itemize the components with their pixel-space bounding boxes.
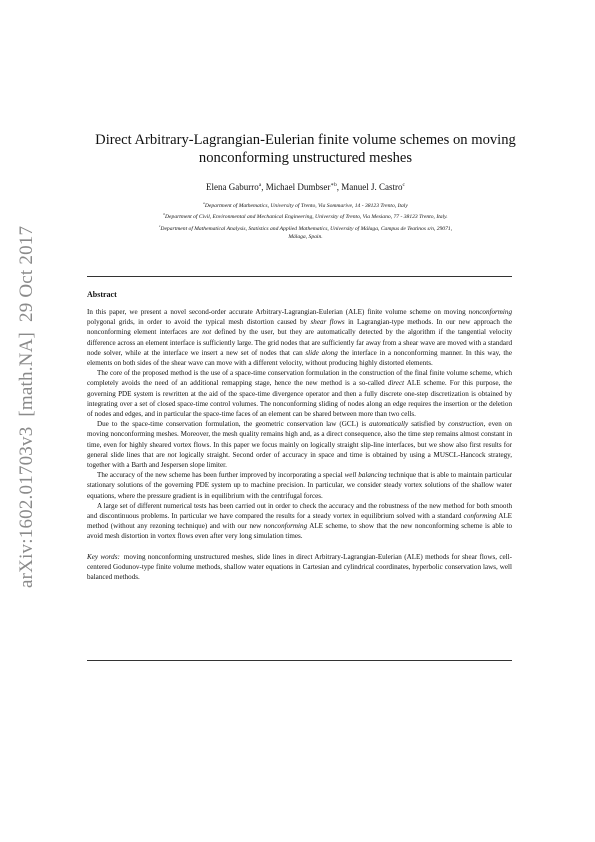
- emphasis-run: well balancing: [344, 471, 387, 480]
- arxiv-id: arXiv:1602.01703v3: [16, 426, 37, 588]
- text-run: the interface in a nonconforming manner. In this way, the elements on both sides of the shear wave can move with a different velocity, without producing highly distorted elements.: [87, 348, 512, 368]
- abstract-paragraph: [87, 368, 512, 419]
- emphasis-run: conforming: [463, 512, 497, 521]
- emphasis-run: nonconforming: [468, 308, 512, 316]
- affiliation-list: [60, 199, 551, 242]
- author-affil-mark: ∗b: [330, 182, 337, 188]
- author-name: Manuel J. Castro: [341, 182, 403, 192]
- abstract-paragraph: [87, 470, 512, 501]
- emphasis-run: not: [167, 450, 177, 459]
- paper-title: [60, 131, 551, 167]
- text-run: , even on moving nonconforming meshes. Moreover, the mesh quality remains high and, as a direct consequence, also the time step remains almost constant in time, even for highly sheared vortex flows. In this paper we focus mainly on logically straight slip-line interfaces, but we show also first results for general slide lines that are: [87, 420, 512, 459]
- text-run: In this paper, we present a novel second-order accurate Arbitrary-Lagrangian-Eulerian (ALE) finite volume scheme on moving: [87, 308, 469, 316]
- affiliation-c-cont: Málaga, Spain.: [288, 234, 323, 241]
- text-run: The accuracy of the new scheme has been further improved by incorporating a special: [97, 471, 345, 480]
- text-run: satisfied by: [408, 420, 449, 429]
- author-name: Elena Gaburro: [206, 182, 259, 192]
- text-run: ALE method (without any rezoning technique) and with our new: [87, 512, 513, 531]
- author-affil-mark: a: [258, 182, 262, 188]
- bottom-divider: [87, 660, 512, 661]
- text-run: A large set of different numerical tests has been carried out in order to check the accuracy and the robustness of the new method for both smooth and discontinuous problems. In particular we have compared the results for a steady vortex in equilibrium solved with a standard: [87, 501, 512, 521]
- text-run: ALE scheme, to show that the new nonconforming scheme is able to avoid mesh distortion in vortex flows even after very long simulation times.: [87, 522, 513, 541]
- abstract-heading: Abstract: [87, 290, 117, 299]
- keywords-text: moving nonconforming unstructured meshes, slide lines in direct Arbitrary-Lagrangian-Eulerian (ALE) methods for shear flows, cell-centered Godunov-type finite volume methods, shallow water equations in Cartesian and cylindrical coordinates, hyperbolic conservation laws, well balanced methods.: [87, 552, 512, 582]
- arxiv-date: 29 Oct 2017: [16, 225, 37, 322]
- text-run: polygonal grids, in order to avoid the typical mesh distortion caused by: [87, 318, 311, 327]
- arxiv-identifier-stamp: [14, 225, 40, 588]
- title-line-2: nonconforming unstructured meshes: [198, 150, 413, 166]
- emphasis-run: shear flows: [310, 318, 345, 327]
- abstract-paragraph: [87, 419, 512, 470]
- author-affil-mark: c: [402, 182, 405, 188]
- emphasis-run: construction: [448, 420, 484, 429]
- abstract-section: [87, 290, 512, 582]
- affiliation-b: [60, 210, 551, 221]
- emphasis-run: slide along: [305, 348, 338, 357]
- top-divider: [87, 276, 512, 277]
- arxiv-category: [math.NA]: [16, 331, 37, 417]
- affil-mark: b: [163, 212, 166, 217]
- title-line-1: Direct Arbitrary-Lagrangian-Eulerian finite volume schemes on moving: [95, 132, 516, 148]
- emphasis-run: automatically: [369, 420, 409, 429]
- text-run: logically straight. Second order of accuracy in space and time is obtained by using a MUSCL-Hancock strategy, together with a Barth and Jespersen slope limiter.: [87, 450, 512, 470]
- keywords: [87, 552, 512, 583]
- affil-text: Department of Mathematics, University of Trento, Via Sommarive, 14 - 38123 Trento, Italy: [204, 202, 408, 209]
- affil-text: Department of Civil, Environmental and Mechanical Engineering, University of Trento, Via Mesiano, 77 - 38123 Trento, Italy.: [165, 214, 448, 221]
- abstract-paragraph: [87, 501, 512, 542]
- text-run: technique that is able to maintain particular stationary solutions of the governing PDE system up to machine precision. In particular, we consider steady vortex solutions of the shallow water equations, where the pressure gradient is in equilibrium with the centrifugal forces.: [87, 471, 512, 500]
- affil-mark: c: [158, 223, 161, 228]
- text-run: ALE scheme. For this purpose, the governing PDE system is rewritten at the aid of the space-time divergence operator and then a fully discrete one-step discretization is obtained by integrating over a set of closed space-time control volumes. The nonconforming sliding of nodes along an edge requires the insertion or the deletion of nodes and edges, and in particular the space-time faces of an element can be shared between more than two cells.: [87, 379, 512, 419]
- text-run: Due to the space-time conservation formulation, the geometric conservation law (GCL) is: [97, 420, 370, 429]
- affiliation-c: [60, 222, 551, 233]
- abstract-paragraph: [87, 307, 512, 368]
- text-run: defined by the user, but they are automatically detected by the algorithm if the tangential velocity difference across an element interface is sufficiently large. The grid nodes that are sufficiently far away from a shear wave are moved with a standard node solver, while at the interface we insert a new set of nodes that can: [87, 328, 512, 357]
- emphasis-run: not: [202, 328, 212, 337]
- affil-mark: a: [203, 201, 205, 205]
- author-list: Elena Gaburro$^a$, Michael Dumbser$^{∗b}$, Manuel J. Castro$^c$: [206, 182, 405, 192]
- text-run: The core of the proposed method is the use of a space-time conservation formulation in the construction of the final finite volume scheme, which completely avoids the need of an additional remapping stage, hence the new method is a so-called: [87, 369, 512, 388]
- text-run: in Lagrangian-type methods. In our new approach the nonconforming element interfaces are: [87, 318, 512, 337]
- abstract-body: [87, 307, 512, 542]
- keywords-label: Key words:: [87, 552, 120, 561]
- author-name: Michael Dumbser: [265, 182, 331, 192]
- affil-text: Department of Mathematical Analysis, Statistics and Applied Mathematics, University of Málaga, Campus de Teatinos s/n, 29071,: [160, 225, 453, 232]
- affiliation-a: [60, 199, 551, 210]
- emphasis-run: direct: [387, 379, 405, 388]
- emphasis-run: nonconforming: [263, 522, 308, 531]
